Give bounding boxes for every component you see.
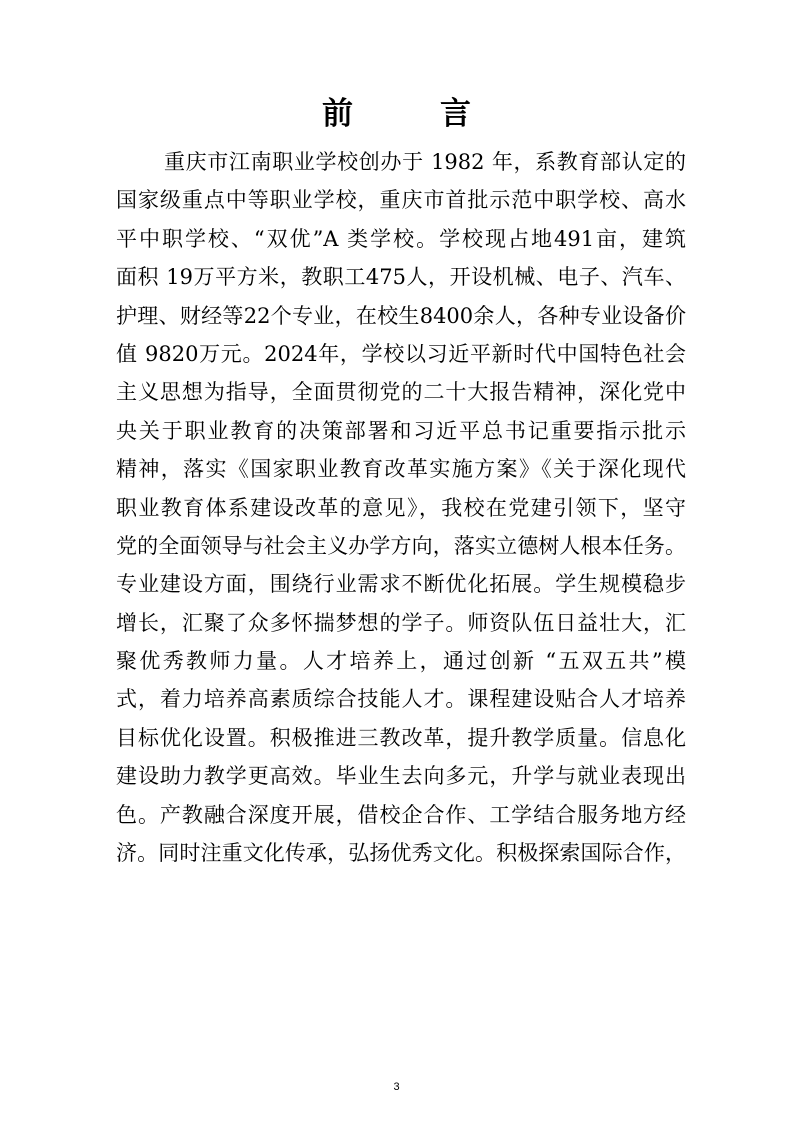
text-line-19: 济。同时注重文化传承，弘扬优秀文化。积极探索国际合作，	[116, 841, 686, 866]
text-line-2: 国家级重点中等职业学校，重庆市首批示范中职学校、高水	[116, 188, 686, 213]
text-line-17: 建设助力教学更高效。毕业生去向多元，升学与就业表现出	[116, 764, 686, 789]
text-line-14: 聚优秀教师力量。人才培养上，通过创新 “五双五共”模	[116, 649, 686, 674]
page-title: 前 言	[322, 96, 499, 132]
body-text	[116, 143, 686, 872]
text-line-10: 职业教育体系建设改革的意见》，我校在党建引领下，坚守	[116, 495, 686, 520]
text-line-4: 面积 19万平方米，教职工475人，开设机械、电子、汽车、	[116, 265, 686, 290]
text-line-16: 目标优化设置。积极推进三教改革，提升教学质量。信息化	[116, 725, 686, 750]
text-line-9: 精神，落实《国家职业教育改革实施方案》《关于深化现代	[116, 457, 686, 482]
text-line-12: 专业建设方面，围绕行业需求不断优化拓展。学生规模稳步	[116, 572, 686, 597]
text-line-1: 重庆市江南职业学校创办于 1982 年，系教育部认定的	[164, 150, 686, 174]
text-line-3: 平中职学校、“双优”A 类学校。学校现占地491亩，建筑	[116, 226, 686, 251]
text-line-8: 央关于职业教育的决策部署和习近平总书记重要指示批示	[116, 418, 686, 443]
text-line-7: 主义思想为指导，全面贯彻党的二十大报告精神，深化党中	[116, 380, 686, 405]
text-line-5: 护理、财经等22个专业，在校生8400余人，各种专业设备价	[116, 303, 686, 328]
text-line-13: 增长，汇聚了众多怀揣梦想的学子。师资队伍日益壮大，汇	[116, 610, 686, 635]
text-line-6: 值 9820万元。2024年，学校以习近平新时代中国特色社会	[116, 341, 686, 366]
page-number: 3	[393, 1081, 400, 1093]
text-line-11: 党的全面领导与社会主义办学方向，落实立德树人根本任务。	[116, 533, 686, 558]
text-line-15: 式，着力培养高素质综合技能人才。课程建设贴合人才培养	[116, 687, 686, 712]
text-line-18: 色。产教融合深度开展，借校企合作、工学结合服务地方经	[116, 802, 686, 827]
